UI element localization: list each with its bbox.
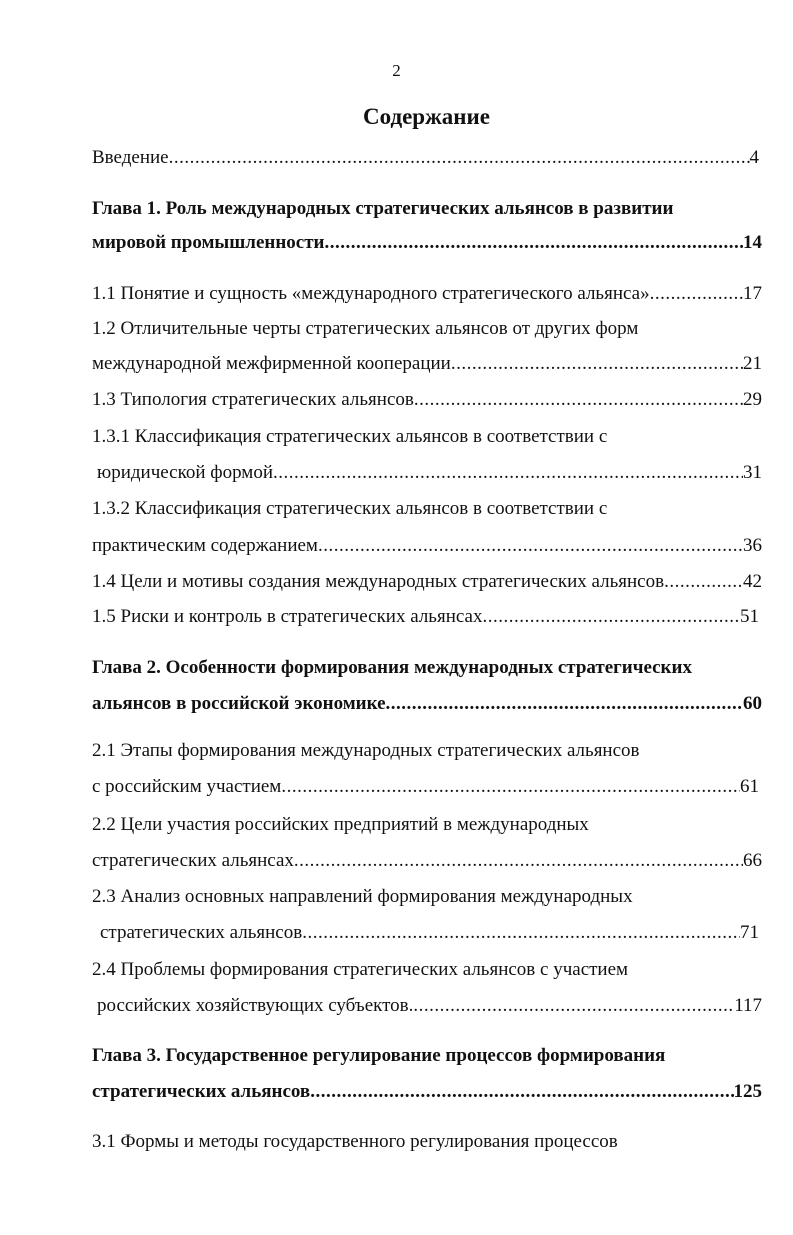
dot-leader <box>318 534 743 558</box>
entry-text: 1.5 Риски и контроль в стратегических альянсах <box>92 606 483 627</box>
toc-entry-1-3-2[interactable] <box>92 534 762 558</box>
toc-chapter-1-title[interactable]: Глава 1. Роль международных стратегических альянсов в развитии <box>92 198 674 219</box>
toc-entry-1-3-1-title[interactable]: 1.3.1 Классификация стратегических альянсов в соответствии с <box>92 426 608 447</box>
entry-page: 71 <box>740 922 759 943</box>
dot-leader <box>482 605 740 629</box>
toc-entry-1-4[interactable] <box>92 570 762 594</box>
toc-chapter-1[interactable] <box>92 231 762 255</box>
entry-text: стратегических альянсов <box>100 922 303 943</box>
toc-entry-2-4[interactable] <box>97 994 762 1018</box>
entry-text: стратегических альянсах <box>92 850 294 871</box>
toc-title: Содержание <box>363 104 490 129</box>
dot-leader <box>273 461 743 485</box>
dot-leader <box>650 282 743 306</box>
toc-entry-2-1[interactable] <box>92 775 759 799</box>
entry-page: 36 <box>743 535 762 556</box>
toc-chapter-2-title[interactable]: Глава 2. Особенности формирования международных стратегических <box>92 657 692 678</box>
toc-chapter-3-title[interactable]: Глава 3. Государственное регулирование процессов формирования <box>92 1045 666 1066</box>
entry-page: 51 <box>740 606 759 627</box>
entry-page: 61 <box>740 776 759 797</box>
toc-entry-1-2-title[interactable]: 1.2 Отличительные черты стратегических альянсов от других форм <box>92 318 639 339</box>
dot-leader <box>169 146 750 170</box>
entry-text: юридической формой <box>97 462 273 483</box>
toc-entry-2-2[interactable] <box>92 849 762 873</box>
entry-text: 1.4 Цели и мотивы создания международных стратегических альянсов <box>92 571 665 592</box>
toc-entry-2-1-title[interactable]: 2.1 Этапы формирования международных стратегических альянсов <box>92 740 640 761</box>
entry-text: российских хозяйствующих субъектов. <box>97 995 414 1016</box>
entry-text: альянсов в российской экономике <box>92 693 386 714</box>
toc-entry-2-3[interactable] <box>100 921 759 945</box>
dot-leader <box>294 849 743 873</box>
toc-entry-3-1-title[interactable]: 3.1 Формы и методы государственного регулирования процессов <box>92 1131 618 1152</box>
toc-entry-2-3-title[interactable]: 2.3 Анализ основных направлений формирования международных <box>92 886 633 907</box>
dot-leader <box>324 231 743 255</box>
toc-chapter-3[interactable] <box>92 1080 762 1104</box>
entry-text: практическим содержанием <box>92 535 318 556</box>
dot-leader <box>310 1080 733 1104</box>
entry-page: 14 <box>743 232 762 253</box>
entry-text: 1.1 Понятие и сущность «международного стратегического альянса» <box>92 283 650 304</box>
dot-leader <box>302 921 740 945</box>
dot-leader <box>281 775 740 799</box>
toc-entry-1-3-1[interactable] <box>97 461 762 485</box>
toc-entry-1-3-2-title[interactable]: 1.3.2 Классификация стратегических альянсов в соответствии с <box>92 498 608 519</box>
toc-entry-1-5[interactable] <box>92 605 759 629</box>
entry-page: 42 <box>743 571 762 592</box>
entry-text: 1.3 Типология стратегических альянсов <box>92 389 414 410</box>
entry-page: 29 <box>743 389 762 410</box>
entry-text: с российским участием <box>92 776 282 797</box>
toc-entry-intro[interactable] <box>92 146 759 170</box>
entry-page: 21 <box>743 353 762 374</box>
dot-leader <box>414 388 743 412</box>
toc-chapter-2[interactable] <box>92 692 762 716</box>
entry-text: международной межфирменной кооперации <box>92 353 451 374</box>
toc-entry-1-3[interactable] <box>92 388 762 412</box>
toc-entry-1-2[interactable] <box>92 352 762 376</box>
entry-page: 60 <box>743 693 762 714</box>
entry-text: Введение <box>92 147 169 168</box>
entry-page: 31 <box>743 462 762 483</box>
entry-page: 66 <box>743 850 762 871</box>
entry-text: мировой промышленности <box>92 232 325 253</box>
entry-page: 4 <box>749 147 759 168</box>
entry-text: стратегических альянсов <box>92 1081 311 1102</box>
entry-page: 17 <box>743 283 762 304</box>
toc-entry-2-4-title[interactable]: 2.4 Проблемы формирования стратегических альянсов с участием <box>92 959 629 980</box>
entry-page: 125 <box>733 1081 762 1102</box>
dot-leader <box>386 692 743 716</box>
page-number: 2 <box>392 61 401 80</box>
toc-entry-2-2-title[interactable]: 2.2 Цели участия российских предприятий в международных <box>92 814 589 835</box>
dot-leader <box>413 994 734 1018</box>
entry-page: 117 <box>734 995 762 1016</box>
dot-leader <box>451 352 743 376</box>
dot-leader <box>664 570 743 594</box>
toc-entry-1-1[interactable] <box>92 282 762 306</box>
